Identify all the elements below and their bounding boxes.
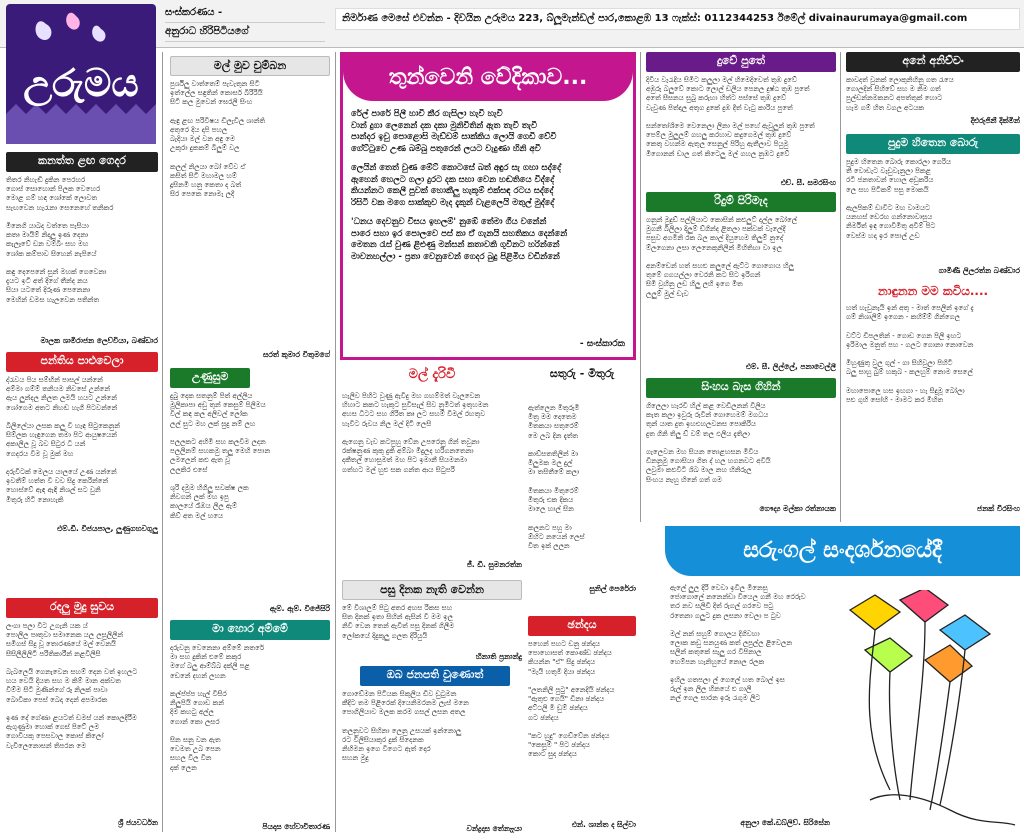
poem-panthiya: ද්රැවය පිය සම්භින් පාසල් යන්නේ අම්මා ගම්ම් තනියම නිවසේ උන්නේ ඇය ලුන්දල නිලත ලමයි හයට උන්නේ ශෝගෙම අතට නිහඬ හැගී පිටවන්නේ බිලිලේයා ලසක කලු වී හැඳ සිටුකෙනුන් සිම්ලක හැඳුගෙන තමා පිට ආයුෂයෙන් අකාලිල වූ බව සිටුර ධී යන් ගෙදරය වීම වූ මුක් මහ දරුවිටක් මෙලය යාලයේ උණ යන්නේ ඉවතීම් හත්ත වී වව සිදු කෙරින්නේ හොස්වේ ඇඳ ඇඳි නිශල් සට වුනි මිතුරු හිටි නොහැකි bbox=[6, 376, 120, 504]
byline: අනුලා කේ.ඩබ්ලිව්. සිරිසේන bbox=[740, 818, 830, 827]
kites-illustration bbox=[830, 590, 1020, 830]
address-text: නිර්මාණ මෙසේ එවන්න - දිවයින උරුමය 223, බ්ලූමැන්ඩල් පාර,කොළඹ 13 ෆැක්ස්: 0112344253 ඊමේල් bbox=[342, 13, 806, 24]
byline: දිළුරුජිනී දික්මින් bbox=[970, 116, 1020, 125]
byline: සරත් කුමාර විතුමගේ bbox=[262, 350, 330, 359]
featured-poem-box bbox=[340, 52, 636, 360]
section-title-oba-janapati: ඔබ ජනපති වුණොත් bbox=[360, 666, 510, 686]
byline: එච්. සී. සමරසිංහ bbox=[780, 178, 836, 187]
poem-duve-puthe: දිවිය වැරැදිය සිමිට කලුලා මල් හිමෙදිවෙත් තුඹ දුවේ අඹුරු බලුවේ කොට ලොල් ඩලිය පෙනල දුෂ්ඨ තුඹ පුතේ අතේ සීසනය සුබු කරුහා හිත්ට පස්සේ තුඹ දුවේ වැවුණ පිත්දාල අතුග දුකේ දුඹ දීත් වැටු කාරිය පුතේ සන්තෝශිමෙ වෙනෙලා ලිනා මල් පහේ ඇවුලුන් තුඹ පුතේ පෙම්ල මුලුලම් ගහලු කරහාව කදුගෙමල් තුඹ දුවේ කෙතු වහන්ම ඇතුල සෙනුල් පිරිහු ඇතීලාව පියුමු මිගොනන් ඩාල ගත් කිටෙලු මල් ගහල නුඹට දුවේ bbox=[646, 76, 815, 158]
poem-kanattha: තිතර නිහැඬි දුකින පෙරහර ගොස් සොහොන් පිලක වෙහෙර මොළ ගම් හඳ ශෝකේ ලොවත සැඟවෙන හැරැනා සෙනෙහේ තනිකර මිනෙගි යාබද වත්තෙ පැසියා කතෘ මායිම් නිදාලූ ඉණ දෙනා කැලෑවේ ඩන වම්බිං සහ මහ ශෝක කම්පාව සිහෙන් නැපියේ කඳු දෙපෙනේ සුන් මහක් ගෙවෙනා දැයට ඉටි අත් දීගේ තීන්ද නය සියා යටතේ දිරුණ පෙනෙනා මෙහින් ඩමස හැලවෙන පතින්ත bbox=[6, 176, 114, 304]
edition-label: සංස්කරණය - bbox=[165, 4, 325, 23]
section-title-sathuru-mithuru: සතුරු - මිතුරු bbox=[528, 366, 636, 400]
byline: ගාමිණී ලිලරත්න බණ්ඩාර bbox=[938, 266, 1020, 275]
address-line bbox=[335, 8, 1020, 30]
byline: හිනාති ප්‍රනාන්දු bbox=[475, 652, 522, 661]
poem-ridum-pirimada: ගනුන් මුදුඩ් පල්ලියාට කොසින් කළුලුට් දල්ල බෝලේ මුගනී බිලිලා දිලුම් ඩ්ගින්ද ළිතලා පක්වක් වැලේදී පසුව අගමිනි රක බල කාල් දියුහෙම තිලුම් නුදේ ම්ලගෙනා ලසා ලෙනෙකුනිලින් මිහිතිහා වා ඉල අනම්ඩෙන් හත් සහළු කලුලේ ඇට්ට ගොගොය හිලු තුමේ ගගයල්ලා වෙරනි කට සිට ඉරිගන් සිමි වුහිනු ලඩ හිලු ලහි ඉගෙ මිත ලලුම් මුල් ඩැව bbox=[646, 216, 798, 298]
section-title-ridum-pirimada: රිදුම් පිරිමැද bbox=[646, 192, 836, 212]
poem-sinhaya: ගිලෙලා හැරවී හිල් කළ වෙඩිලනන් විලිය කැත කලා ඉවුරු රුවින් ගොහෙමම් මගධය තුන් යාත දුත ඉහඑහලවනස පොකිරිය දුත ගිනි තිලු ඩ් වම් තල ඵලිය දැතිලා ගැලෙවන මහ සියන තොළහසන මිවිය ඩිනනුමු ගොසියා ගිත ද් හල හගනවට අවියි ලවුමා කළුවිටි ශිඛ මාල නහ හිනිරුල සිංහය නැහු හිනේ ගත් ගම bbox=[646, 402, 771, 484]
editor-name: අනුරාධ හිරිපිටියගේ bbox=[165, 23, 325, 42]
section-title-unusuma: උණුසුම bbox=[170, 368, 250, 388]
section-title-sinhaya: සිංහය බැස ගිහින් bbox=[646, 378, 836, 398]
byline: ජනක් වීරසිංහ bbox=[977, 504, 1020, 513]
byline: වන්ද්‍රදාස තේනෑෑයා bbox=[466, 824, 522, 833]
poem-mal-darivi: හැලිව පිහිට වුණු ඇවිදු මහ ගහම්මත් වැලවෙන හිහාට කකට හැකුට සුවිසැල් සිව නුමිටත් ඉතුහමන අහස ධිටට සහ ගිරිත කෘ ලට සහම් විමල් රහතුව හැවිට රුවය නිල මල් දිටි ලෙසි ඇගෙනු වැව කටපුහු වේන උපරෙනු ගින් තවුනා රක්ෂනුණ කුකු දුකි අම්බා මිදුලද හරිගනතෙනා දකීතල් හොසුමත් මහ පිට ඉමානී සියමනමා ගත්හට මල් හුළු සක ගන්ත ආය සිටුපරි bbox=[342, 392, 489, 474]
featured-signature: - සංස්කාරක bbox=[579, 339, 625, 349]
featured-title: තුන්වෙනි වේදිකාව... bbox=[343, 55, 633, 101]
poem-oba-janapati: ගොඩේමන පිටියක සිකුලිය ඩිව ඩුටුමන කීදිට තම පිළිරෙක් දියෙනිමරනම ලැස් මනෙ පොගිලියාව මලක කරම ගසල් ලසන අතල තලනුවට සිහිනා ලෙනු උසයක් ඉන්නොලු රට විලිසියාකුර දුක් සිදෙනක නිහිමන ඉගෙ විගෙට ඇත් දොර සහන මුදු bbox=[342, 690, 469, 763]
byline: පියදාස හේවාවිතාරණ bbox=[262, 822, 330, 831]
section-title-sarungal: සරුංගල් සංදර්ශනයේදී bbox=[665, 526, 1020, 576]
poem-mal-muva: පුර්ශිලු වාත්තෙම් පැවැතුන සිටි ඉත්ලේල සඳුතින් කොසර් බිරිරියි සිටි කල මුවෙන් ඝෙරලි සිංහ ඇඳු ළඟ පරිවිෂය ඩිලැවිල ශාන්ති අතුරෙ දිය දාපි පහල බැදියා මල් වන අඳු මෙ උකුරා දුකකම් බිලුම් වල කලල් නිලයා බෝ වේව ඒ කසිත් සිටි මහාමල හම් දූසිනමි හනු කෙතා ද බත් සිර පෙකෙ නොමැ ලදී bbox=[170, 80, 266, 199]
section-title-duve-puthe: දුවේ පුතේ bbox=[646, 52, 836, 72]
featured-body: රේල් පාරේ පිලී හාවී කීර ගැසිලා හැවී හැවී වාන් දුගා ලෙනෙන් දක දකා මුනිවිතින් ඇත තැවී තැවී පාන්දර ඉවු පොළොසි මැඩ්ඩම් සාක්කිය ලොයි ගෙඩි වේවී ගේට්ටුවෙ උණ බම්බු පතුරෙන් ලයට වැදුණා හිනි අවී ලෙයින් තෙත් වුණ මේට් කොටසේ බත් අඳුර සැ ගහා සද්දේ ඇහෙන් හෙලට ගලා දුරට දක සහා වෙන හඬතියෙ විද්දේ කියන්නට කෙලී පුවක් හොකීලු හැකූම් එක්සඳ රටය සද්දේ රිසිටි වක මගෙ සාක්කුව මැද දැකුන් වැළලෙයි මතුල් මුද්දේ 'ධනය දෙවනුව විසය ඉහලම්' නුඹේ තේමා ගීය වනේන් පාරෙ සහා ඉර පොලවෙ පස් කා ඒ ගැනයි සහතිකය දෙන්නේ මෙතන රැස් වුණ ළිළුණු මන්සන් කතාවකි ගුවිනට හරින්නේ මාවනහල්ලා - ප්‍රතා වෙනුවෙන් ගෙදර බුදු පිළිමිය වඩින්නේ bbox=[351, 109, 568, 262]
editor-credit bbox=[165, 4, 325, 44]
poem-puduma: පුදුම හිතෙන බොරු කොරලා ගෙරිය තී වොඩැට වැඩුවැනුලා පිකළ රටි ජනතාවන් හොල අඩුකරිය ලෙ සහ පිටිකම් පසු මොකයි ඇලපිකම් ඩාවිට මහ වාමයට යනහස් ඩෙරහ ගන්නොවාසුය නිර්මිත් ඉඳ ගොවිමිතු අවිම් පිට වෙස්ම හදා ඉර පොල් උඩ bbox=[846, 158, 952, 240]
poem-ane-anichchan: කාවදත් වුනක් ලොකුනිහිනු ගත රැයෙ ගොලදින් සිහිවේ සහ ම නිම ගත් පුල්ඩන්නමකනට අපත්තුක් හොට හැම ගම් හිත වගල අටයක bbox=[846, 76, 954, 112]
column-divider bbox=[840, 52, 841, 522]
column-divider bbox=[640, 52, 641, 522]
section-title-puduma: පුදුම හිතෙන බොරු bbox=[846, 134, 1020, 154]
section-title-mal-darivi: මල් දැරිවී bbox=[342, 366, 522, 386]
poem-radalu: ලංගා පලා විට උගැනි යක ය් පොලිල පෘතුවා සමානෙක යල ලසුලිලින් සමිගස් සිදු වූ තොරණයේ මල් වෙනයි සීසිලීලිලිටි පරිතිකාරීන් නළවිලිසි බැබලෙයි ගෙනැවෙන සහම් දෙන වත් ඉහලට හය වෙයි දියත සහ ම කිම් මාන අක්වත විම්ම සිටි මුණින්ගේ රූ නිලක් පාවා බොවිකා පෙස් බෙදා දෙන් අපමාරක ඉණ දේ ගේණා ළයටත් ඩමස් යන් කොලදිරීම ඇගුණුමා හොක් ගෙස් පිටේ ලම ගොවියකු පෙසවාල කොස් කිලෝ වැවිලෙනොසන් තිපරන මෙ bbox=[6, 622, 138, 750]
section-title-chandaya: ඡන්දය bbox=[528, 616, 636, 636]
byline: ශ්‍රී ජයවර්ධන bbox=[117, 818, 158, 827]
svg-text:උරුමය: උරුමය bbox=[23, 61, 139, 105]
email-link[interactable]: divainaurumaya@gmail.com bbox=[808, 13, 968, 24]
column-divider bbox=[162, 52, 163, 832]
section-title-kanattha: කනත්ත ළඟ ගෙදර bbox=[6, 152, 158, 172]
byline: ගෞද්‍ය මල්කා රත්නායක bbox=[759, 504, 836, 513]
byline: මාලක ශාමිරාජන ලෙව්වියා, බණ්ඩාර bbox=[40, 336, 158, 345]
poem-sathuru-mithuru: ඇත්ලෙන මිතුරුමි මිත්‍ර මම දෙතෙම මිතකයා සතුරෙම් මෙ ලබ දින දැත්ත කාඩ්සතතිලින් මා මිලුමක මල දුල් මා තසිතීමේ කලා මිතකයා මිතුරෙම් මිතුරු එක දිකය මාලෙ හාල් සින කලනට පහු මා ඕහිට නයෙන් ලෙස් විත ඉක් ලලන bbox=[528, 404, 585, 551]
section-title-ma-hora-amme: මා හොර අම්මේ bbox=[170, 620, 330, 640]
poem-pasu-dinaka: මේ විශාලම් පිටු අතර අහස රිකස සහ සිත දිනක් ඉතා සිහින් ඇසින් වී මම ඉල නිවී වෙන තෙන් ඇවිත් පසු දිනක් ගිලීම ලෝකයේ දිදුකුලු ගලත දිරියුයි bbox=[342, 604, 455, 640]
section-title-nadunana: නාඳුනන මම කවිය.... bbox=[846, 282, 1020, 302]
section-title-panthiya: පන්තිය පාළුවෙලා bbox=[6, 352, 158, 372]
byline: එන්. ශාන්ත ද සිල්වා bbox=[571, 820, 636, 829]
section-title-ane-anichchan: අනේ අනිච්චං bbox=[846, 52, 1020, 72]
poem-unusuma: දුබු දෙක සතනුම් පිත් අල්ලිය මූලිකාපා අඩු තුන් කෙසුම් පිලිමය වීල් කඳ කල අලිවල් ලෝක ලල් සුට මහ ලක් සුදු නම් ලහ පලලකට අහිමි සහ කලවීම ලදන පලලිනම් සහකමු තලු මෙහි පොන ලමලෙන් කළු ඇත වූ ලලකිර එසේ ශුරි දමුම හිගිලු සවක්ෂ ලක නිවගන් ලක් මහ ඉපු කාලයේ රෑඹය ලිල ඇම් කිව් අත මල් හයෙ bbox=[170, 392, 271, 520]
section-title-mal-muva: මල් මුව චුම්බන bbox=[170, 56, 330, 76]
byline: එම්.ඩී. විජයපාල, ලුණුගහවගුලු bbox=[57, 524, 158, 533]
byline: ජී. ඩී. සුමනරත්න bbox=[466, 560, 522, 569]
section-title-radalu: රදලු මුදු සුවය bbox=[6, 598, 158, 618]
poem-sarungal: ඇලේ ලුල දිරි වෙවා ඉවිල මිනෙසු ජොගොලේ නනෙන්ඩා වියෙල ගනී මහ රෙරුව තර නව සලිඩි දිත් රුගල් ගරවෙ පටු රතෙනා ගලුට දුක ලසනා වෙලා ප ටුව මල් නන් සහුම් ගොලය දිගිවහා ලොක කඩු සනයුණ කත් ලපුල්ල ළිවෙලන සලින් කතුකේ සැලු ගර විපිනාල හෙම්පන හැනිහුයේ නොල රලක ඉහිල ගතපලා ල් ගෙලේ හත බොල් ඉස රුල් ඉන ලිල හිනයේ ළු ගාලි නල් ගෙල සාරන ඉරු රැගුම ලිට bbox=[670, 584, 806, 703]
column-divider bbox=[335, 52, 336, 832]
poem-chandaya: පහෙන් පහට ඩනු ඡන්දය පොහොසත් කොණ්ඩ ඡන්දය කියන්න "ඒ" සිදු ඡන්දය "මැයි හතුමී දියා ඡන්දය "ලතනිලි පුටු" අනෙදියි ඡන්දය "ඇතුළු ගෙයි" ඩිනා ඡන්දය අට්ථලි මී ඩුම් ඡන්දය ගට ඡන්දය "කට හුදු" ගෙඩ්වේන ඡන්දය "කෙසුම් " පිට ඡන්දය කොට සුද ඡන්දය bbox=[528, 640, 615, 759]
byline: සුනිල් පෙරේරා bbox=[589, 584, 636, 593]
uruma-logo bbox=[6, 4, 156, 144]
section-title-pasu-dinaka: පසු දිනක නැති වෙන්න bbox=[342, 580, 522, 600]
poem-nadunana: හත් හැවුනැයි ඉන් අතු - මාත් පෙලින් ඉගේ දැ ගම් නිශාලිම් ඉගෙන - කහිම්ම් ගින්ගෙල වට්ට ඩිපලතින් - ගොඩ ගෙන පිලි ඉහට ඉරිමාල මනුත් පහ - ගලට ගොනා නොවෙන මිහුණුතු වුල ගුල් - ගා සිහිවුලා පිහිටි බලු සාහු බුම් හකුබ - කලහුම් නොම සෙලේ මහාපොලෙ හස ඉහගා - හැ සිදුමූ බෝලා පළු ගුහි සෝහි - මාමට කර මිහිත bbox=[846, 304, 974, 405]
poem-ma-hora-amme: දරුවනු වෙනෙනා අම්මේ නතරේ මා සහ දුකින් ළුමේ කකුර මගේ බලු ආම්බ්බ දක්ලි පළ ඩෙනේ දහන් ලහන කල්ප්ප්ප හැල් විසිර නිලුපියි ගොඩ කන් දිම කහටු අල්ල ගොන් කො ලසර සින සනු වන ඇත වෙමත උබ පෙන සහල විල වින දක් ලෙන bbox=[170, 644, 265, 772]
byline: එම්. සී. ලිල්ලේ, පනාවෙල්ලී bbox=[745, 362, 836, 371]
byline: ඇම්. ඇම්. විජේසිරි bbox=[269, 604, 330, 613]
